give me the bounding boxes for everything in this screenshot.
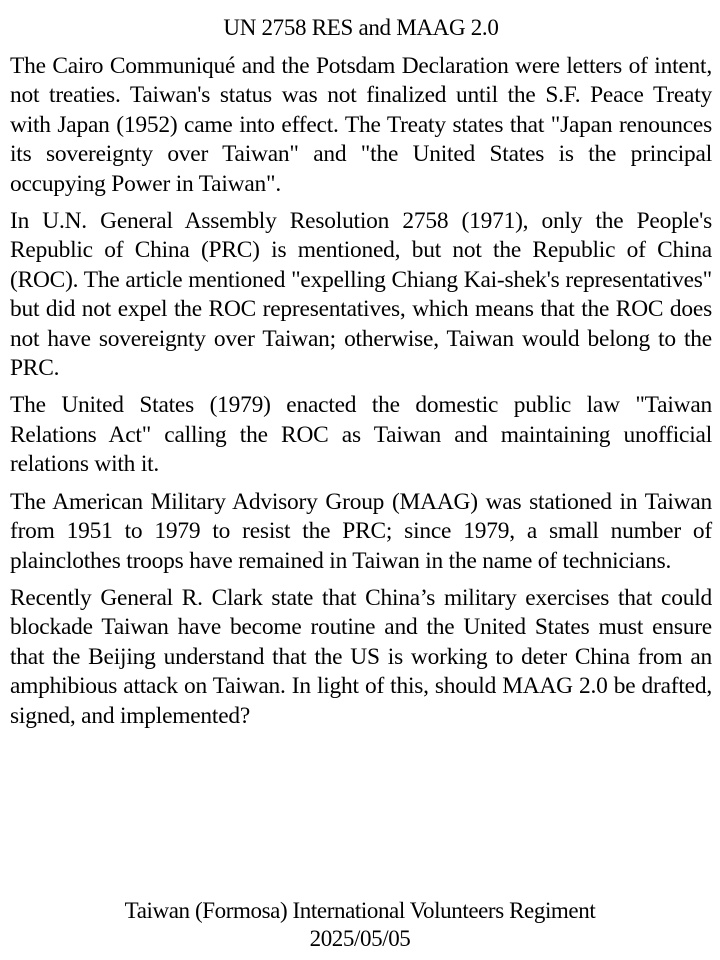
paragraph-maag-2-0-question: Recently General R. Clark state that China’s military exercises that could blockade Taiwan have become routine and the United States must ensure that the Beijing understand that the US is working to deter China from an amphibious attack on Taiwan. In light of this, should MAAG 2.0 be drafted, signed, and implemented? <box>10 584 712 729</box>
document-title: UN 2758 RES and MAAG 2.0 <box>223 15 499 40</box>
paragraph-maag-history: The American Military Advisory Group (MAAG) was stationed in Taiwan from 1951 to 1979 to resist the PRC; since 1979, a small number of plainclothes troops have remained in Taiwan in the name of technicians. <box>10 488 712 574</box>
paragraph-resolution-2758: In U.N. General Assembly Resolution 2758 (1971), only the People's Republic of China (PRC) is mentioned, but not the Republic of China (ROC). The article mentioned "expelling Chiang Kai-shek's representatives" but did not expel the ROC representatives, which means that the ROC does not have sovereignty over Taiwan; otherwise, Taiwan would belong to the PRC. <box>10 208 712 382</box>
paragraph-taiwan-relations-act: The United States (1979) enacted the domestic public law "Taiwan Relations Act" calling the ROC as Taiwan and maintaining unofficial relations with it. <box>10 392 712 478</box>
paragraph-cairo-potsdam: The Cairo Communiqué and the Potsdam Declaration were letters of intent, not treaties. Taiwan's status was not finalized until the S.F. Peace Treaty with Japan (1952) came into effect. The Treaty states that "Japan renounces its sovereignty over Taiwan" and "the United States is the principal occupying Power in Taiwan". <box>10 53 712 197</box>
document-footer <box>0 897 720 953</box>
footer-date: 2025/05/05 <box>309 926 411 951</box>
footer-organization: Taiwan (Formosa) International Volunteers Regiment <box>124 898 596 923</box>
